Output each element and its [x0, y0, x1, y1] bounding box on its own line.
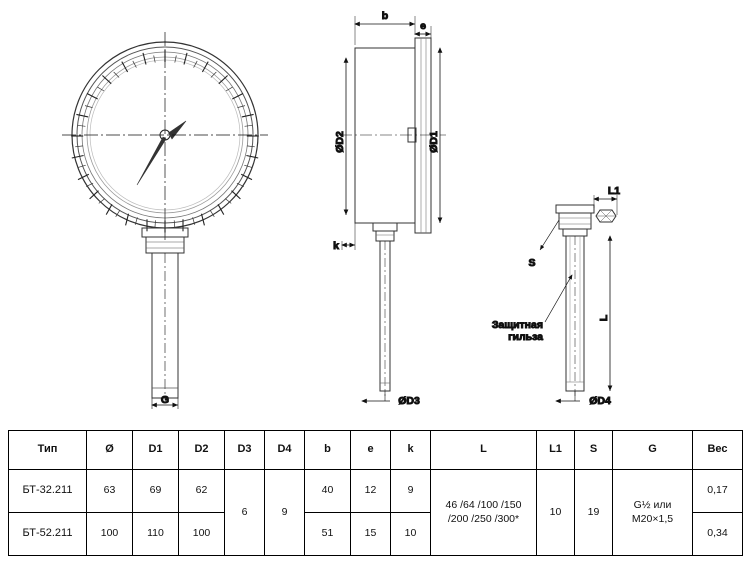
label-b: b: [381, 10, 389, 22]
cell-l-line1: 46 /64 /100 /150: [445, 499, 522, 512]
label-g: G: [160, 394, 170, 406]
header-d2: D2: [179, 431, 225, 470]
label-l1: L1: [607, 185, 621, 197]
header-d3: D3: [225, 431, 265, 470]
cell-d: 63: [87, 470, 133, 513]
cell-g-line2: M20×1,5: [631, 512, 674, 525]
cell-d: 100: [87, 513, 133, 556]
cell-g-merged: [613, 470, 693, 556]
view-protective-sleeve: [492, 185, 620, 407]
header-g: G: [613, 431, 693, 470]
label-sleeve-line2: гильза: [508, 331, 543, 343]
header-l: L: [431, 431, 537, 470]
cell-l-merged: [431, 470, 537, 556]
cell-k: 9: [391, 470, 431, 513]
spec-table-wrapper: [8, 430, 728, 556]
header-d1: D1: [133, 431, 179, 470]
table-row: [9, 470, 743, 513]
cell-k: 10: [391, 513, 431, 556]
spec-table: [8, 430, 743, 556]
header-type: Тип: [9, 431, 87, 470]
label-l: L: [598, 314, 610, 322]
label-d4: ØD4: [589, 395, 611, 407]
cell-d1: 110: [133, 513, 179, 556]
cell-b: 40: [305, 470, 351, 513]
header-s: S: [575, 431, 613, 470]
cell-l1-merged: 10: [537, 470, 575, 556]
cell-type: БТ-52.211: [9, 513, 87, 556]
header-l1: L1: [537, 431, 575, 470]
cell-d1: 69: [133, 470, 179, 513]
header-e: e: [351, 431, 391, 470]
header-weight: Вес: [693, 431, 743, 470]
view-front-gauge: [62, 32, 268, 409]
header-d4: D4: [265, 431, 305, 470]
cell-d2: 100: [179, 513, 225, 556]
cell-e: 12: [351, 470, 391, 513]
table-header-row: [9, 431, 743, 470]
label-d3: ØD3: [398, 395, 420, 407]
cell-weight: 0,17: [693, 470, 743, 513]
label-s: S: [528, 257, 536, 269]
cell-d3-merged: 6: [225, 470, 265, 556]
label-e: e: [420, 20, 426, 32]
cell-type: БТ-32.211: [9, 470, 87, 513]
cell-g-line1: G½ или: [633, 499, 672, 512]
label-d1: ØD1: [428, 131, 440, 153]
cell-e: 15: [351, 513, 391, 556]
cell-s-merged: 19: [575, 470, 613, 556]
view-side-gauge: [333, 10, 446, 407]
cell-l-line2: /200 /250 /300*: [447, 512, 520, 525]
label-k: k: [333, 240, 339, 252]
label-d2: ØD2: [334, 131, 346, 153]
label-sleeve-line1: Защитная: [491, 319, 543, 331]
cell-weight: 0,34: [693, 513, 743, 556]
header-k: k: [391, 431, 431, 470]
header-b: b: [305, 431, 351, 470]
cell-b: 51: [305, 513, 351, 556]
cell-d4-merged: 9: [265, 470, 305, 556]
cell-d2: 62: [179, 470, 225, 513]
header-d: Ø: [87, 431, 133, 470]
